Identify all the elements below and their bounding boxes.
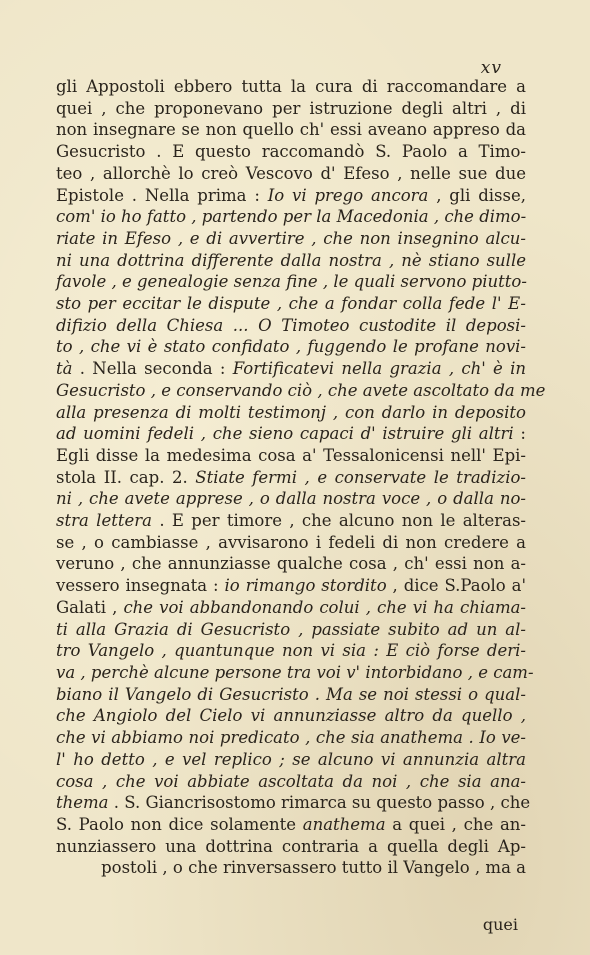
text-run: vessero insegnata :: [56, 576, 225, 596]
catchword: quei: [482, 915, 518, 934]
text-run: Gesucristo . E questo raccomandò S. Paolo a Timo-: [56, 142, 526, 162]
italic-run: tà: [56, 359, 73, 379]
italic-run: Gesucristo , e conservando ciò , che avete ascoltato da me: [56, 380, 546, 400]
italic-run: Fortificatevi nella grazia , ch' è in: [232, 359, 526, 379]
text-line: [56, 792, 531, 814]
text-line: [56, 597, 526, 619]
text-run: . S. Giancrisostomo rimarca su questo passo , che: [108, 793, 531, 813]
italic-run: sto per eccitar le dispute , che a fondar colla fede l' E-: [56, 294, 526, 314]
italic-run: difizio della Chiesa ... O Timoteo custodite il deposi-: [56, 315, 526, 335]
text-line: [56, 836, 526, 858]
text-line: [56, 206, 526, 228]
text-line: [56, 293, 526, 315]
text-line: [56, 380, 546, 402]
text-line: [56, 336, 526, 358]
body-text: [56, 76, 546, 879]
text-run: Galati ,: [56, 597, 124, 617]
text-run: . Nella seconda :: [72, 359, 233, 379]
text-run: nunziassero una dottrina contraria a quella degli Ap-: [56, 836, 526, 856]
text-line: [56, 315, 526, 337]
text-run: quei , che proponevano per istruzione degli altri , di: [56, 98, 526, 118]
italic-run: ni , che avete apprese , o dalla nostra voce , o dalla no-: [56, 489, 526, 509]
italic-run: riate in Efeso , e di avvertire , che non insegnino alcu-: [56, 228, 526, 248]
italic-run: ti alla Grazia di Gesucristo , passiate subito ad un al-: [56, 619, 526, 639]
text-line: [56, 640, 526, 662]
text-line: [56, 749, 526, 771]
text-run: , dice S.Paolo a': [386, 576, 527, 596]
text-line: [56, 857, 526, 879]
text-run: S. Paolo non dice solamente: [56, 814, 303, 834]
text-run: Egli disse la medesima cosa a' Tessalonicensi nell' Epi-: [56, 445, 526, 465]
text-line: [56, 705, 526, 727]
text-run: teo , allorchè lo creò Vescovo d' Efeso , nelle sue due: [56, 163, 526, 183]
text-line: [56, 358, 526, 380]
text-line: [56, 488, 526, 510]
italic-run: Io vi prego ancora: [267, 185, 429, 205]
text-line: [56, 163, 526, 185]
text-line: [56, 662, 534, 684]
italic-run: alla presenza di molti testimonj , con darlo in deposito: [56, 402, 526, 422]
italic-run: ni una dottrina differente dalla nostra , nè stiano sulle: [56, 250, 526, 270]
text-line: [56, 575, 526, 597]
italic-run: thema: [56, 793, 109, 813]
text-line: [56, 553, 526, 575]
text-line: [56, 141, 526, 163]
italic-run: favole , e genealogie senza fine , le quali servono piutto-: [56, 272, 527, 292]
text-line: [56, 98, 526, 120]
text-line: [56, 771, 526, 793]
italic-run: ad uomini fedeli , che sieno capaci d' istruire gli altri: [56, 424, 514, 444]
text-line: [56, 76, 526, 98]
text-line: [56, 467, 526, 489]
italic-run: com' io ho fatto , partendo per la Macedonia , che dimo-: [56, 207, 527, 227]
text-run: non insegnare se non quello ch' essi aveano appreso da: [56, 120, 526, 140]
italic-run: tro Vangelo , quantunque non vi sia : E ciò forse deri-: [56, 641, 526, 661]
text-run: Epistole . Nella prima :: [56, 185, 268, 205]
text-line: [56, 532, 526, 554]
text-line: [56, 185, 526, 207]
text-line: [56, 271, 526, 293]
text-run: gli Appostoli ebbero tutta la cura di raccomandare a: [56, 77, 526, 96]
italic-run: stra lettera: [56, 511, 152, 531]
italic-run: che Angiolo del Cielo vi annunziasse altro da quello ,: [56, 706, 526, 726]
text-line: [56, 228, 526, 250]
text-run: . E per timore , che alcuno non le alteras-: [151, 511, 526, 531]
text-run: se , o cambiasse , avvisarono i fedeli di non credere a: [56, 532, 526, 552]
text-line: [56, 727, 526, 749]
text-line: [56, 684, 526, 706]
text-line: [56, 423, 526, 445]
text-line: [56, 445, 526, 467]
text-run: :: [513, 424, 526, 444]
italic-run: l' ho detto , e vel replico ; se alcuno vi annunzia altra: [56, 749, 526, 769]
text-line: [56, 510, 526, 532]
text-line: [56, 119, 526, 141]
text-run: veruno , che annunziasse qualche cosa , ch' essi non a-: [56, 554, 526, 574]
italic-run: to , che vi è stato confidato , fuggendo le profane novi-: [56, 337, 526, 357]
italic-run: cosa , che voi abbiate ascoltata da noi , che sia ana-: [56, 771, 526, 791]
text-run: postoli , o che rinversassero tutto il Vangelo , ma a: [101, 858, 526, 878]
text-line: [56, 619, 526, 641]
text-line: [56, 250, 526, 272]
text-line: [56, 402, 526, 424]
page-number: xv: [480, 58, 502, 78]
italic-run: anathema: [302, 814, 386, 834]
italic-run: che vi abbiamo noi predicato , che sia anathema . Io ve-: [56, 728, 526, 748]
italic-run: io rimango stordito: [224, 576, 387, 596]
text-run: a quei , che an-: [385, 814, 526, 834]
text-line: [56, 814, 526, 836]
italic-run: va , perchè alcune persone tra voi v' intorbidano , e cam-: [56, 662, 534, 682]
text-run: , gli disse,: [428, 185, 526, 205]
italic-run: biano il Vangelo di Gesucristo . Ma se noi stessi o qual-: [56, 684, 526, 704]
italic-run: che voi abbandonando colui , che vi ha chiama-: [123, 597, 527, 617]
text-run: stola II. cap. 2.: [56, 467, 196, 487]
italic-run: Stiate fermi , e conservate le tradizio-: [195, 467, 526, 487]
